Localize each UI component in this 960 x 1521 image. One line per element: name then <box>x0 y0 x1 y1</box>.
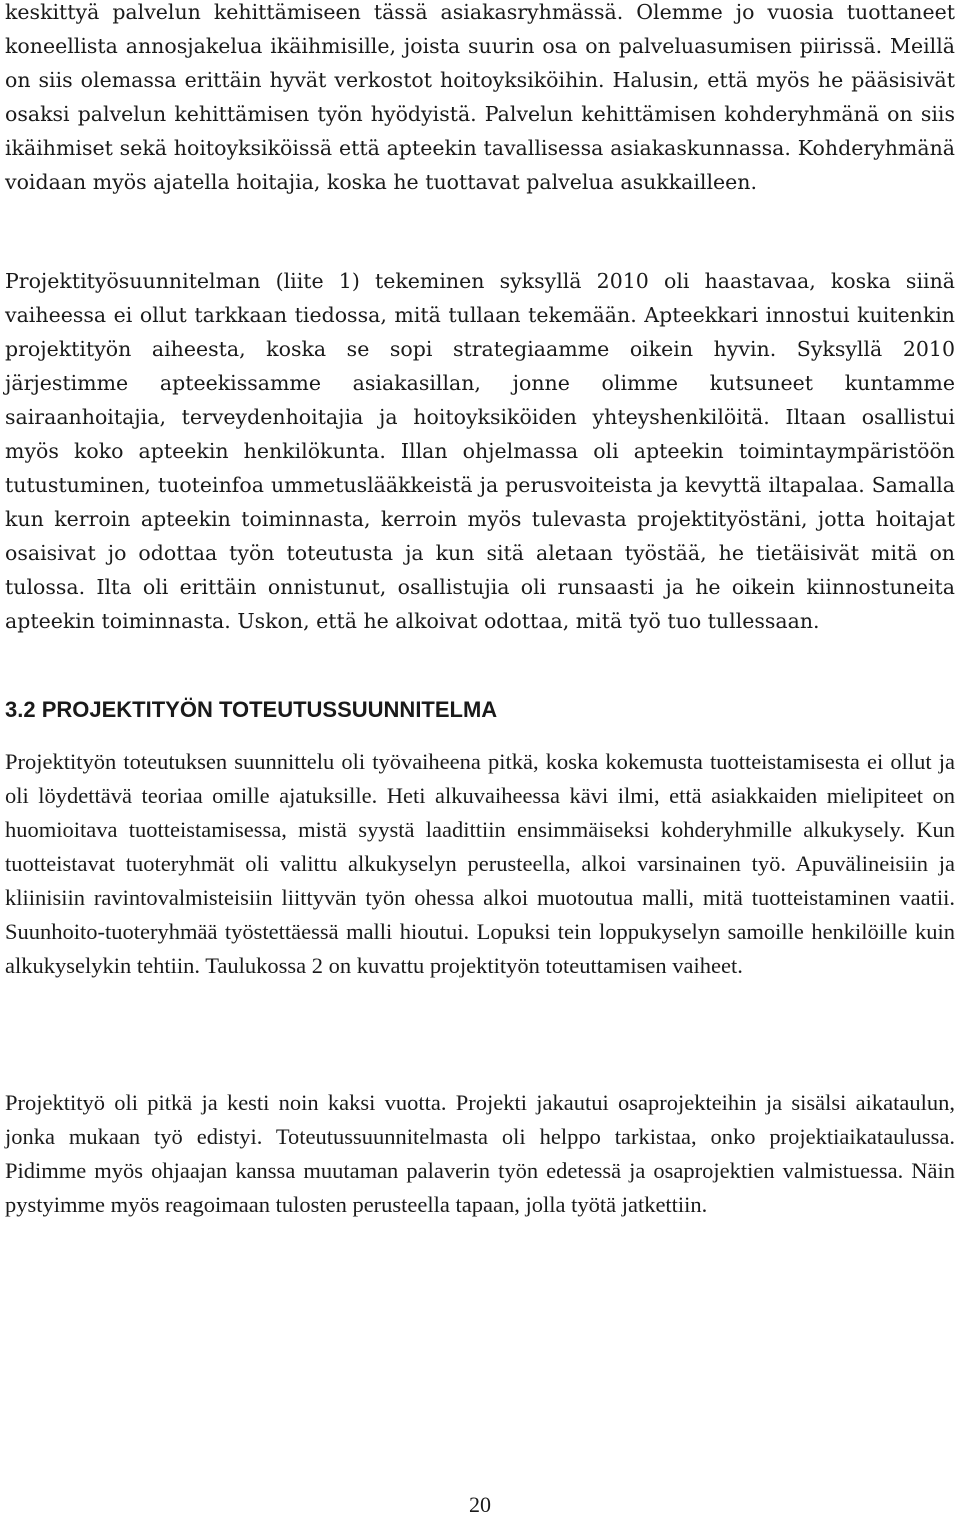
body-paragraph-1: keskittyä palvelun kehittämiseen tässä asiakasryhmässä. Olemme jo vuosia tuottaneet koneellista annosjakelua ikäihmisille, joista suurin osa on palveluasumisen piirissä. Meillä on siis olemassa erittäin hyvät verkostot hoitoyksiköihin. Halusin, että myös he pääsisivät osaksi palvelun kehittämisen työn hyödyistä. Palvelun kehittämisen kohderyhmänä on siis ikäihmiset sekä hoitoyksiköissä että apteekin tavallisessa asiakaskunnassa. Kohderyhmänä voidaan myös ajatella hoitajia, koska he tuottavat palvelua asukkailleen. <box>5 0 955 194</box>
body-paragraph-2: Projektityösuunnitelman (liite 1) tekeminen syksyllä 2010 oli haastavaa, koska siinä vaiheessa ei ollut tarkkaan tiedossa, mitä tullaan tekemään. Apteekkari innostui kuitenkin projektityön aiheesta, koska se sopi strategiaamme oikein hyvin. Syksyllä 2010 järjestimme apteekissamme asiakasillan, jonne olimme kutsuneet kuntamme sairaanhoitajia, terveydenhoitajia ja hoitoyksiköiden yhteyshenkilöitä. Iltaan osallistui myös koko apteekin henkilökunta. Illan ohjelmassa oli apteekin toimintaympäristöön tutustuminen, tuoteinfoa ummetuslääkkeistä ja perusvoiteista ja kevyttä iltapalaa. Samalla kun kerroin apteekin toiminnasta, kerroin myös tulevasta projektityöstäni, jotta hoitajat osaisivat jo odottaa työn toteutusta ja kun sitä aletaan työstää, he tietäisivät mitä on tulossa. Ilta oli erittäin onnistunut, osallistujia oli runsaasti ja he oikein kiinnostuneita apteekin toiminnasta. Uskon, että he alkoivat odottaa, mitä työ tuo tullessaan. <box>5 269 955 633</box>
page-number: 20 <box>469 1492 491 1517</box>
body-paragraph-3: Projektityön toteutuksen suunnittelu oli työvaiheena pitkä, koska kokemusta tuotteistamisesta ei ollut ja oli löydettävä teoriaa omille ajatuksille. Heti alkuvaiheessa kävi ilmi, että asiakkaiden mielipiteet on huomioitava tuotteistamisessa, mistä syystä laadittiin ensimmäiseksi kohderyhmille alkukysely. Kun tuotteistavat tuoteryhmät oli valittu alkukyselyn perusteella, alkoi varsinainen työ. Apuvälineisiin ja kliinisiin ravintovalmisteisiin liittyvän työn ohessa alkoi muotoutua malli, mitä tuotteistaminen vaatii. Suunhoito-tuoteryhmää työstettäessä malli hioutui. Lopuksi tein loppukyselyn samoille henkilöille kuin alkukyselykin tehtiin. Taulukossa 2 on kuvattu projektityön toteuttamisen vaiheet. <box>5 749 955 978</box>
section-heading: 3.2 PROJEKTITYÖN TOTEUTUSSUUNNITELMA <box>5 697 498 722</box>
body-paragraph-4: Projektityö oli pitkä ja kesti noin kaksi vuotta. Projekti jakautui osaprojekteihin ja sisälsi aikataulun, jonka mukaan työ edistyi. Toteutussuunnitelmasta oli helppo tarkistaa, onko projektiaikataulussa. Pidimme myös ohjaajan kanssa muutaman palaverin työn edetessä ja osaprojektien valmistuessa. Näin pystyimme myös reagoimaan tulosten perusteella tapaan, jolla työtä jatkettiin. <box>5 1090 955 1217</box>
